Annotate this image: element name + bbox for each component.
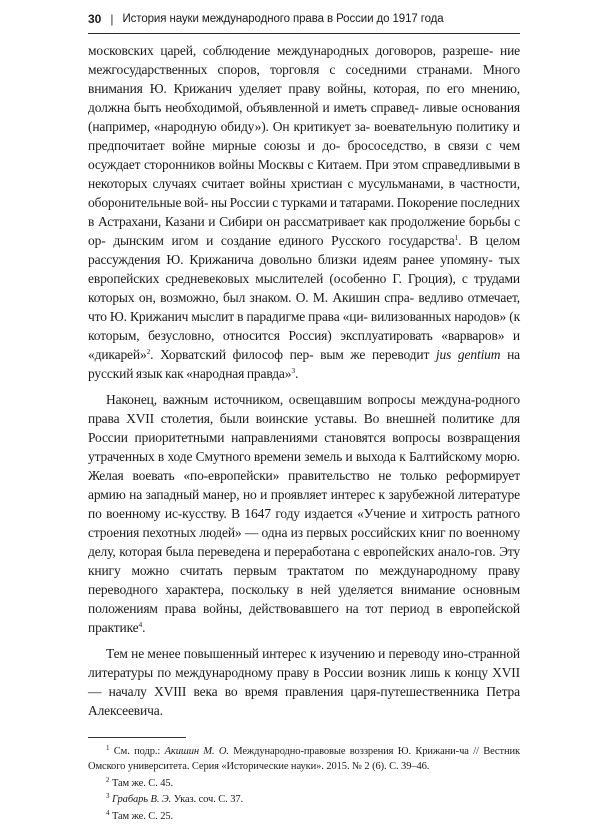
text-run: вым же переводит — [320, 347, 436, 362]
text-run: Много внимания Ю. Крижанич уделяет праву войны, которая, по его — [88, 62, 520, 96]
footnote-ref-2[interactable]: 2 — [146, 347, 151, 356]
footnote-ref-4[interactable]: 4 — [138, 620, 143, 629]
text-run: тых европейских средневековых мыслителей (особенно Г. Гроция), — [88, 252, 520, 286]
footnote-author: Грабарь В. Э. — [111, 794, 172, 805]
footnotes — [88, 744, 520, 824]
page-number: 30 — [88, 12, 102, 26]
text-run: брососедство, в связи с чем осуждает сторонников войны Москвы — [88, 138, 520, 172]
text-run: вилизованных народов» (к которым, безусловно, относится Россия) — [88, 309, 520, 343]
footnote-separator — [88, 737, 186, 738]
footnote-text: Там же. С. 25. — [111, 810, 174, 822]
text-run: эксплуатировать «варваров» и «дикарей» — [88, 328, 520, 362]
text-run: московских царей, соблюдение международных договоров, разреше- — [88, 43, 494, 58]
footnote-ref-1[interactable]: 1 — [454, 233, 459, 242]
text-run: ние межгосударственных споров, торговля с соседними странами. — [88, 43, 520, 77]
text-run: с трудами которых он, возможно, был знаком. О. М. Акишин спра- — [88, 271, 520, 305]
main-text — [88, 41, 520, 720]
footnote-ref-3[interactable]: 3 — [291, 366, 295, 375]
text-run: ливые основания (например, «народную обиду»). — [88, 100, 520, 134]
footnote-text: Указ. соч. С. 37. — [171, 794, 244, 805]
text-run: ведливо отмечает, что Ю. Крижанич мыслит в парадигме права «ци- — [88, 290, 520, 324]
paragraph-2: Наконец, важным источником, освещавшим вопросы междуна-родного права XVII столетия, были воинские уставы. Во внешней политике для России приоритетными направлениями становятся вопросы возвращения утраченных в ходе Смутного времени земель и выхода к Балтийскому морю. Желая воевать «по-европейски» правительство не только реформирует армию на западный манер, но и проявляет интерес к зарубежной литературе по военному ис-кусству. В 1647 году издается «Учение и хитрость ратного строения пехотных людей» — одна из первых российских книг по военному делу, которая была переведена и переработана с европейских анало-гов. Эту книгу можно считать первым трактатом по международному праву переводного характера, поскольку в ней уделяется внимание основным положениям права войны, действовавшего на тот период в европейской практике$^4$. — [88, 392, 520, 635]
footnote-author: Акишин М. О. — [164, 746, 229, 757]
text-run: войны христиан с мусульманами, в частности, оборонительные вой- — [88, 176, 520, 210]
text-run: Он критикует за- — [268, 119, 371, 134]
text-run: воевательную политику и предпочитает войне мирные союзы и до- — [88, 119, 520, 153]
footnote-number: 4 — [106, 808, 110, 817]
text-run: Наконец, важным источником, освещавшим вопросы междуна-родного права XVII столетия, были воинские уставы. Во внешней политике для России приоритетными направлениями становятся вопросы возвращения утраченных в ходе Смутного времени земель и выхода к Балтийскому морю. Желая воевать «по-европейски» правительство не только реформирует армию на западный манер, но и проявляет интерес к зарубежной литературе по военному ис-кусству. В 1647 году издается «Учение и хитрость ратного строения пехотных людей» — одна из первых российских книг по военному делу, которая была переведена и переработана с европейских анало-гов. Эту книгу можно считать первым трактатом по международному праву переводного характера, поскольку в ней уделяется внимание основным положениям права войны, действовавшего на тот период в европейской практике — [88, 392, 520, 635]
paragraph-3 — [88, 644, 520, 720]
footnote-number: 2 — [106, 775, 110, 784]
latin-term: jus gentium — [435, 347, 501, 362]
running-header — [88, 12, 520, 34]
footnote-number: 1 — [106, 744, 110, 752]
footnote-text: См. подр.: — [113, 746, 165, 757]
text-run: Тем не менее повышенный интерес к изучению и переводу ино-странной литературы по международному праву в России возник лишь к концу XVII — началу XVIII века во время правления царя-путешественника Петра Алексеевича. — [88, 646, 520, 718]
text-run: ны России с турками и татарами. Покорение последних в Астрахани, — [88, 195, 520, 229]
book-page — [88, 12, 520, 824]
text-run: Казани и Сибири он рассматривает как продолжение борьбы с ор- — [88, 214, 520, 248]
running-title: История науки международного права в России до 1917 года — [122, 13, 444, 25]
footnote-2 — [88, 776, 520, 791]
paragraph-1 — [88, 41, 520, 383]
text-run: мнению, должна быть необходимой, объявленной и иметь справед- — [88, 81, 520, 115]
footnote-1 — [88, 744, 520, 774]
text-run: дынским игом и создание единого Русского государства — [113, 233, 455, 248]
footnote-3 — [88, 792, 520, 807]
text-run: . Хорватский философ пер- — [150, 347, 314, 362]
text-run: . — [295, 366, 299, 381]
footnote-number: 3 — [106, 792, 110, 800]
text-run: на русский язык как «народная правда» — [88, 347, 521, 381]
header-divider: | — [110, 12, 114, 26]
text-run: рассуждения Ю. Крижанича довольно близки идеям ранее упомяну- — [88, 252, 493, 267]
footnote-text: Международно-правовые воззрения Ю. Крижани-ча // Вестник Омского университета. Серия «Исторические науки». 2015. № 2 (6). С. 39–46. — [88, 746, 521, 772]
text-run: с Китаем. При этом справедливыми в некоторых случаях считает — [88, 157, 520, 191]
footnote-4 — [88, 809, 520, 824]
text-run: . В целом — [458, 233, 520, 248]
footnote-text: Там же. С. 45. — [111, 777, 174, 789]
